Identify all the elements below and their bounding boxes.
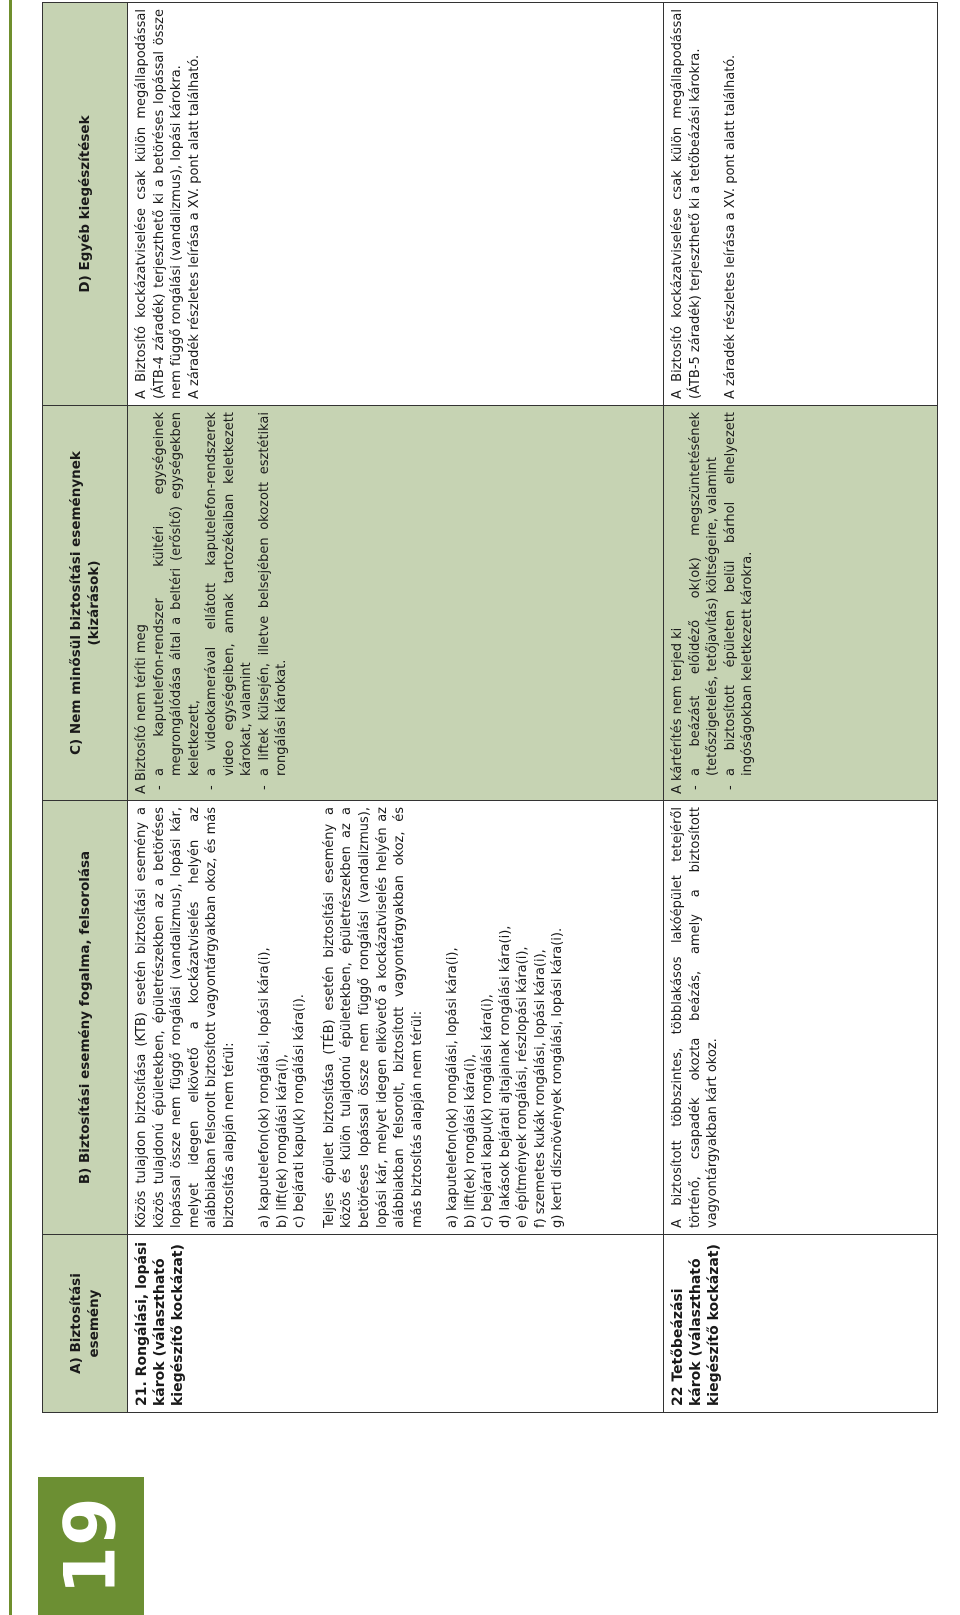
supplement-text: A Biztosító kockázatviselése csak külön megállapodással (ÁTB-4 záradék) terjeszthető ki a betöréses lopással össze nem függő rongálási (vandalizmus), lopási károkra. (134, 9, 185, 399)
page-number (38, 1477, 144, 1615)
header-b: B) Biztosítási esemény fogalma, felsorolása (43, 801, 128, 1235)
exclusions-list (151, 412, 291, 794)
definition-text: A biztosított többszintes, többlakásos lakóépület tetejéről történő, csapadék okozta beázás, amely a biztosított vagyontárgyakban kárt okoz. (670, 807, 721, 1228)
list-item: a) kaputelefon(ok) rongálási, lopási kára(i), (445, 947, 461, 1228)
list-item: - a beázást előidéző ok(ok) megszüntetésének (tetőszigetelés, tetőjavítás) költségeire, valamint (687, 412, 722, 794)
list-item: e) építmények rongálási, részlopási kára(i), (515, 946, 531, 1228)
cell-exclusions (128, 406, 664, 801)
cell-definition (128, 801, 664, 1235)
cell-event (128, 1235, 664, 1413)
list-item: - a videokamerával ellátott kaputelefon-rendszerek video egységeiben, annak tartozékaiban keletkezett károkat, valamint (203, 412, 256, 794)
cell-definition (664, 801, 938, 1235)
list-item: d) lakások bejárati ajtajainak rongálási kára(i), (497, 925, 513, 1228)
header-c: C) Nem minősül biztosítási eseménynek (kizárások) (43, 406, 128, 801)
list-item: b) lift(ek) rongálási kára(i), (274, 1054, 290, 1228)
page-number-text: 19 (49, 1497, 132, 1595)
list-item: a) kaputelefon(ok) rongálási, lopási kára(i), (257, 947, 273, 1228)
cell-supplements (128, 3, 664, 406)
list-item: c) bejárati kapu(k) rongálási kára(i). (292, 994, 308, 1228)
header-a: A) Biztosítási esemény (43, 1235, 128, 1413)
table-row (664, 3, 938, 1413)
list-item: c) bejárati kapu(k) rongálási kára(i), (480, 994, 496, 1228)
list-item: - a liftek külsején, illetve belsejében okozott esztétikai rongálási károkat. (256, 412, 291, 794)
teb-item-list (444, 807, 567, 1228)
rotated-table-container (42, 3, 938, 1413)
table-header-row (43, 3, 128, 1413)
insurance-events-table (42, 2, 938, 1413)
supplement-reference: A záradék részletes leírása a XV. pont alatt található. (723, 54, 739, 399)
event-title: 21. Rongálási, lopási károk (választható kiegészítő kockázat) (134, 1241, 187, 1406)
exclusions-list (687, 412, 757, 794)
event-title: 22 Tetőbeázási károk (választható kiegészítő kockázat) (670, 1244, 723, 1406)
left-margin-rule (9, 0, 12, 1615)
exclusions-intro: A kártérítés nem terjed ki (670, 627, 685, 794)
cell-event (664, 1235, 938, 1413)
supplement-text: A Biztosító kockázatviselése csak külön megállapodással (ÁTB-5 záradék) terjeszthető ki a tetőbeázási károkra. (670, 9, 703, 399)
definition-intro-ktb: Közös tulajdon biztosítása (KTB) esetén biztosítási esemény a közös tulajdonú épületekben, épületrészekben az a betöréses lopással össze nem függő rongálási (vandalizmus), lopási kár, melyet idegen elkövető a kockázatviselés helyén az alábbiakban felsorolt biztosított vagyontárgyakban okoz, és más biztosítás alapján nem térül: (134, 807, 237, 1228)
list-item: - a kaputelefon-rendszer kültéri egységeinek megrongálódása által a beltéri (erősítő) egységekben keletkezett, (151, 412, 204, 794)
list-item: b) lift(ek) rongálási kára(i), (462, 1054, 478, 1228)
exclusions-intro: A Biztosító nem téríti meg (134, 624, 149, 794)
table-row (128, 3, 664, 1413)
list-item: f) szemetes kukák rongálási, lopási kára(i), (532, 949, 548, 1228)
cell-exclusions (664, 406, 938, 801)
list-item: - a biztosított épületen belül bárhol elhelyezett ingóságokban keletkezett károkra. (722, 412, 757, 794)
list-item: g) kerti dísznövények rongálási, lopási kára(i). (550, 927, 566, 1228)
ktb-item-list (256, 807, 309, 1228)
header-d: D) Egyéb kiegészítések (43, 3, 128, 406)
definition-intro-teb: Teljes épület biztosítása (TÉB) esetén biztosítási esemény a közös és külön tulajdonú épületekben, épületrészekben az a betöréses lopással össze nem függő rongálási (vandalizmus), lopási kár, melyet idegen elkövető a kockázatviselés helyén az alábbiakban felsorolt, biztosított vagyontárgyakban okoz, és más biztosítás alapján nem térül: (321, 807, 425, 1228)
cell-supplements (664, 3, 938, 406)
supplement-reference: A záradék részletes leírása a XV. pont alatt található. (186, 54, 202, 399)
